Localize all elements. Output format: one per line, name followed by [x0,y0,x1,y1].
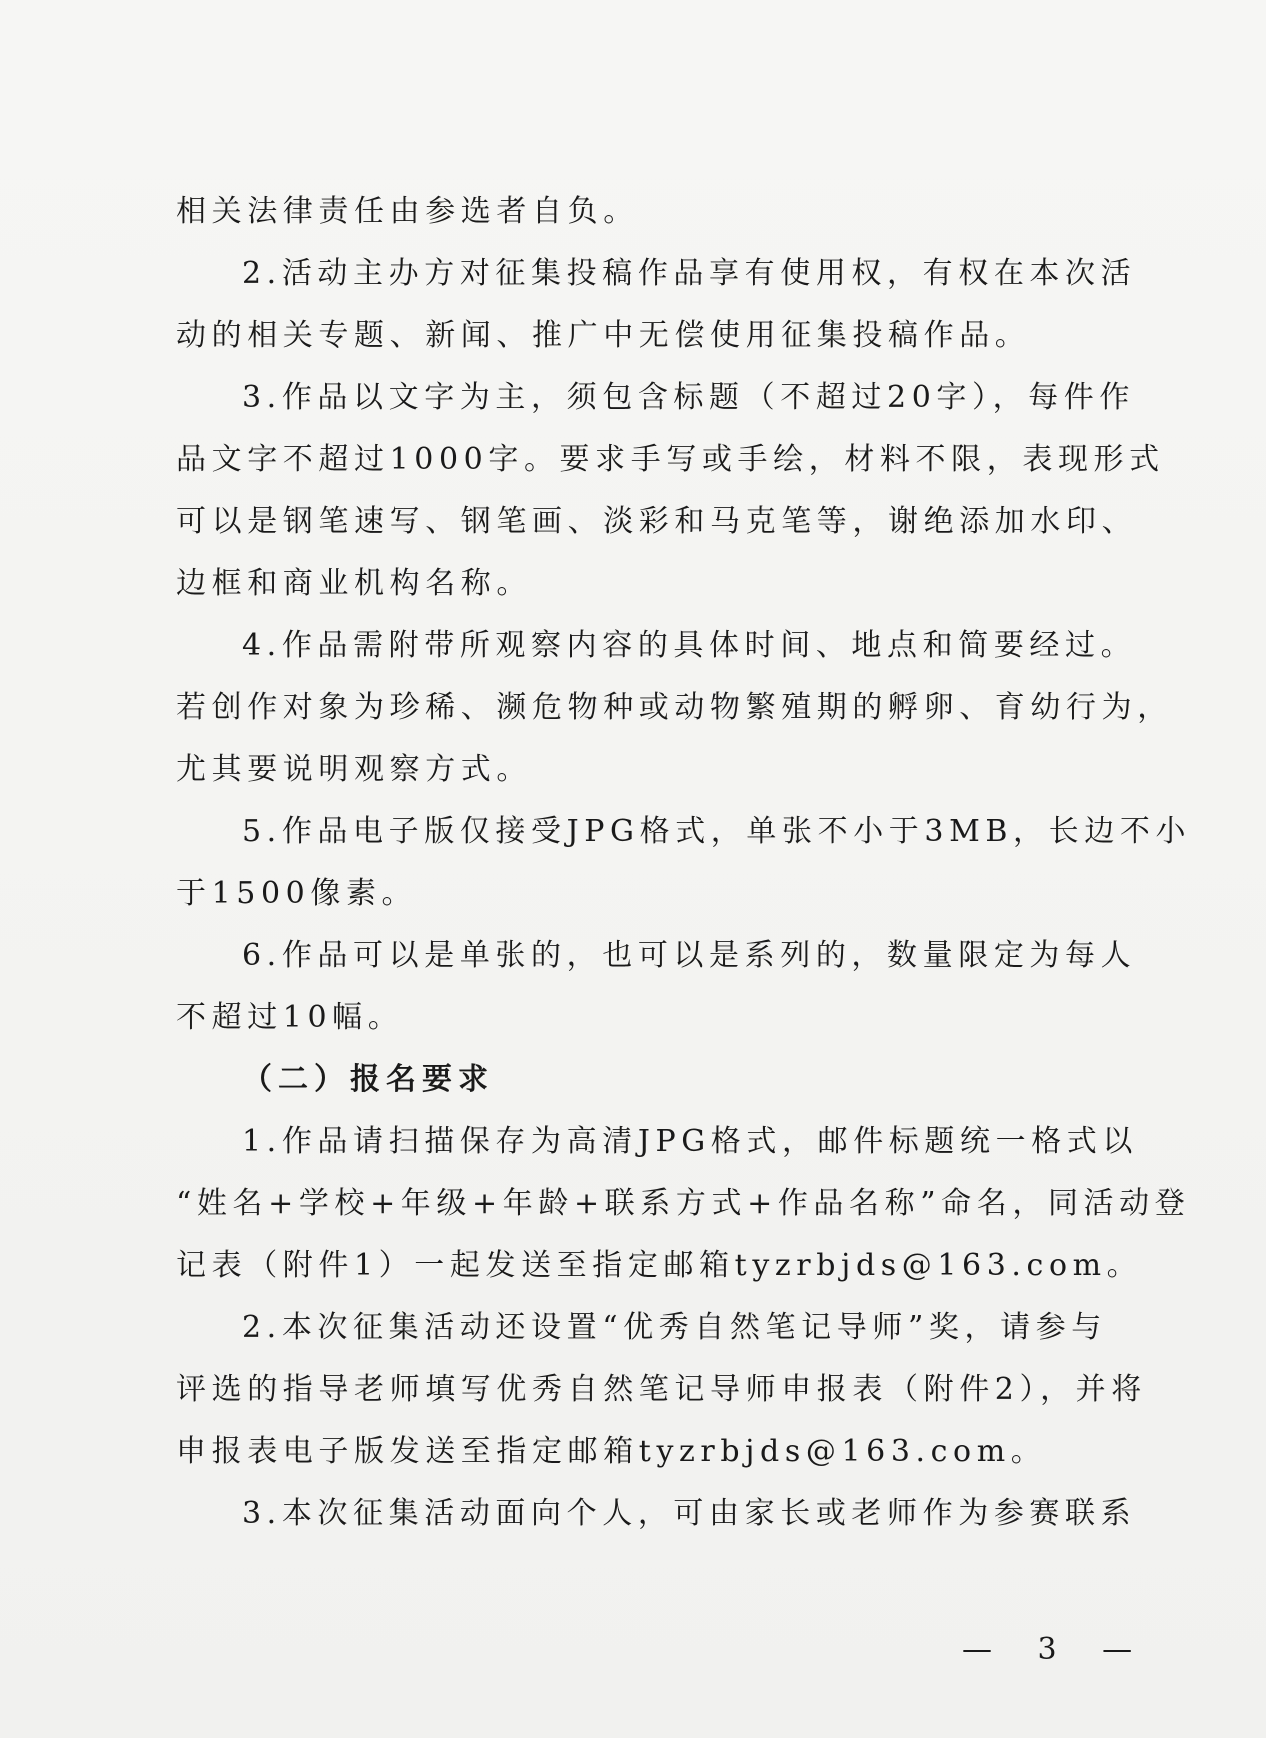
text-line: 动的相关专题、新闻、推广中无偿使用征集投稿作品。 [176,318,1031,353]
section-heading: （二）报名要求 [242,1062,494,1097]
text-line: 可以是钢笔速写、钢笔画、淡彩和马克笔等，谢绝添加水印、 [176,504,1138,539]
text-line: 尤其要说明观察方式。 [176,752,532,787]
text-line: 边框和商业机构名称。 [176,566,532,601]
text-line: 品文字不超过1000字。要求手写或手绘，材料不限，表现形式 [176,442,1165,477]
text-line: 4.作品需附带所观察内容的具体时间、地点和简要经过。 [242,628,1137,663]
text-line: 不超过10幅。 [176,1000,404,1035]
text-line: 相关法律责任由参选者自负。 [176,194,639,229]
text-line: 申报表电子版发送至指定邮箱tyzrbjds@163.com。 [176,1434,1047,1469]
text-line: 6.作品可以是单张的，也可以是系列的，数量限定为每人 [242,938,1137,973]
text-line: 1.作品请扫描保存为高清JPG格式，邮件标题统一格式以 [242,1124,1138,1159]
text-line: 3.作品以文字为主，须包含标题（不超过20字），每件作 [242,380,1135,415]
text-line: 5.作品电子版仅接受JPG格式，单张不小于3MB，长边不小 [242,814,1192,849]
text-line: 记表（附件1）一起发送至指定邮箱tyzrbjds@163.com。 [176,1248,1143,1283]
text-line: 若创作对象为珍稀、濒危物种或动物繁殖期的孵卵、育幼行为， [176,690,1173,725]
text-line: 于1500像素。 [176,876,418,911]
text-line: 评选的指导老师填写优秀自然笔记导师申报表（附件2），并将 [176,1372,1147,1407]
page-number: — 3 — [962,1632,1151,1667]
text-line: 2.活动主办方对征集投稿作品享有使用权，有权在本次活 [242,256,1137,291]
text-line: 3.本次征集活动面向个人，可由家长或老师作为参赛联系 [242,1496,1137,1531]
text-line: 2.本次征集活动还设置“优秀自然笔记导师”奖，请参与 [242,1310,1107,1345]
text-line: “姓名+学校+年级+年龄+联系方式+作品名称”命名，同活动登 [176,1186,1191,1221]
